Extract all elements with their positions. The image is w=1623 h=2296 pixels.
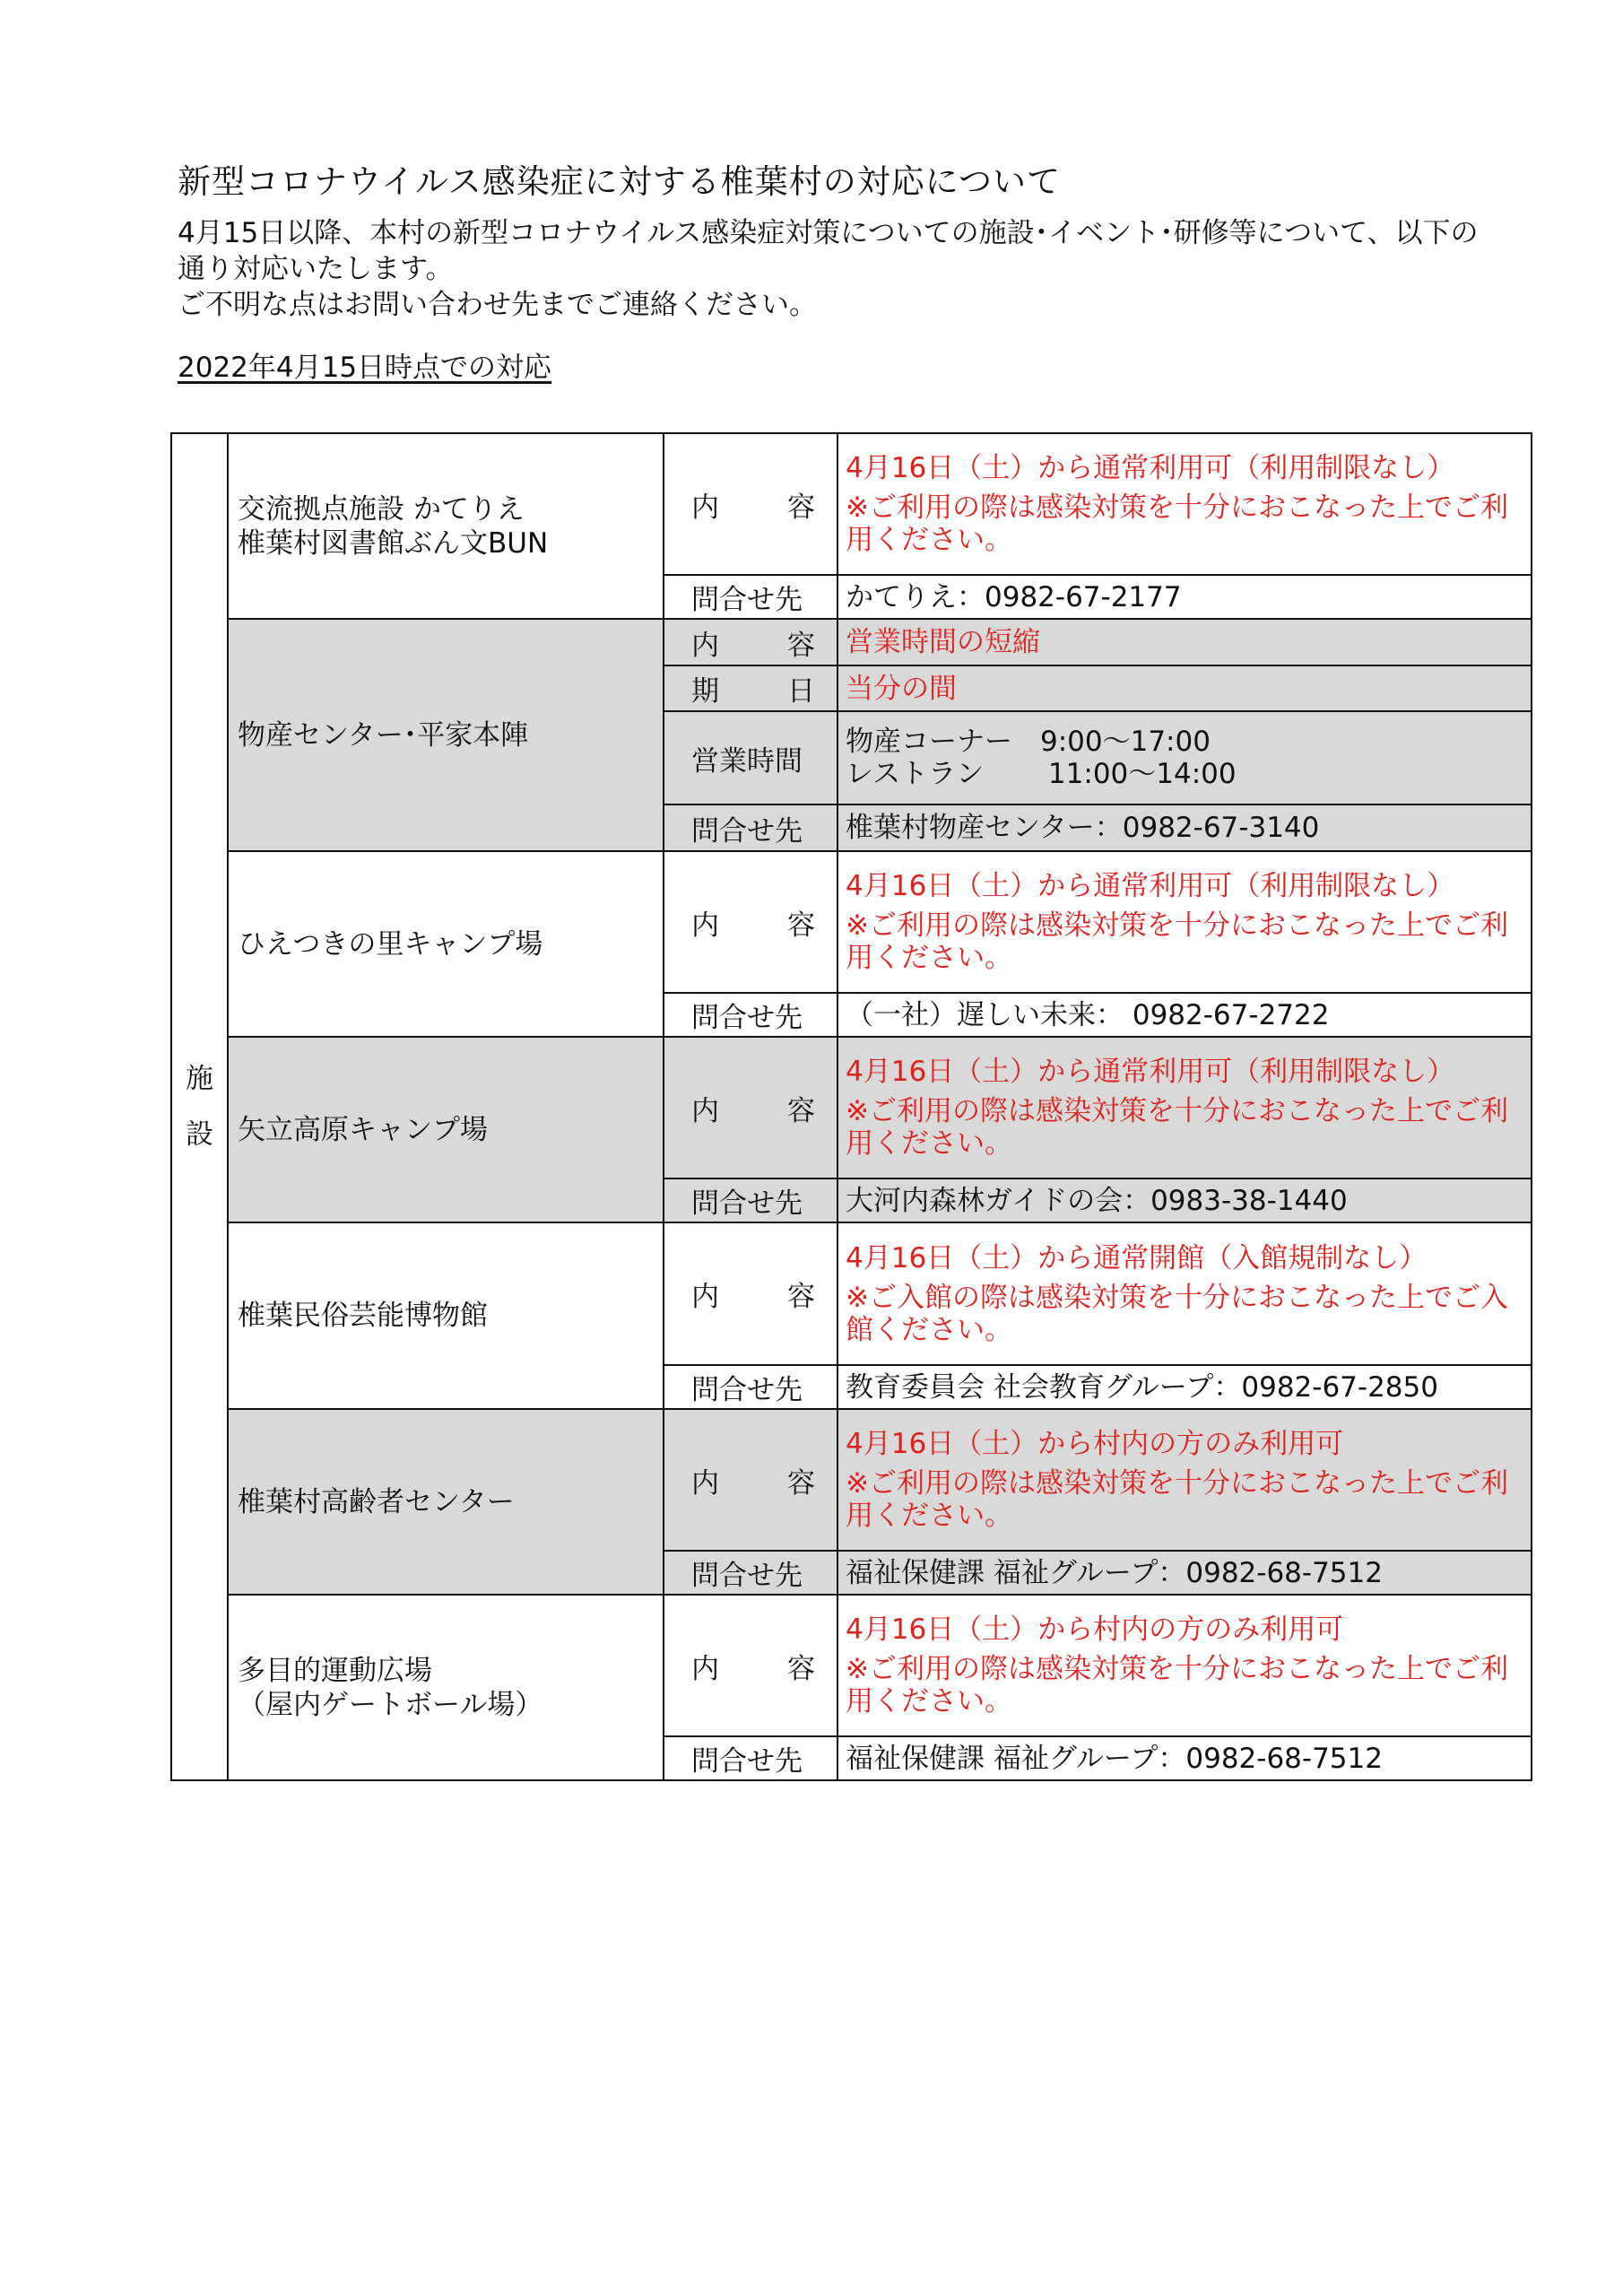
category-char: 設 [186, 1118, 213, 1151]
as-of-date: 2022年4月15日時点での対応 [178, 352, 552, 384]
content-text: 4月16日（土）から通常利用可（利用制限なし） [846, 452, 1455, 484]
notice-text: ※ご入館の際は感染対策を十分におこなった上でご入館ください。 [846, 1281, 1508, 1346]
facility-name: 物産センター･平家本陣 [228, 619, 664, 851]
label-content: 内 容 [691, 629, 815, 662]
facility-row [171, 619, 1532, 851]
label-contact: 問合せ先 [691, 584, 803, 616]
facility-row [171, 1595, 1532, 1780]
contact-text: 教育委員会 社会教育グループ：0982-67-2850 [846, 1370, 1438, 1404]
facility-name: 交流拠点施設 かてりえ 椎葉村図書館ぶん文BUN [228, 433, 664, 619]
content-text: 4月16日（土）から通常開館（入館規制なし） [846, 1241, 1428, 1274]
hours-text: 物産コーナー 9:00～17:00 レストラン 11:00～14:00 [846, 726, 1237, 790]
content-text: 4月16日（土）から通常利用可（利用制限なし） [846, 1056, 1455, 1088]
label-content: 内 容 [691, 909, 815, 942]
content-text: 営業時間の短縮 [846, 626, 1040, 658]
contact-text: 福祉保健課 福祉グループ：0982-68-7512 [846, 1742, 1383, 1775]
facility-row [171, 1409, 1532, 1595]
content-text: 4月16日（土）から通常利用可（利用制限なし） [846, 870, 1455, 902]
intro-line-2: 通り対応いたします。 [178, 253, 454, 285]
intro-line-3: ご不明な点はお問い合わせ先までご連絡ください。 [178, 289, 817, 321]
label-content: 内 容 [691, 491, 815, 524]
facility-name: 矢立高原キャンプ場 [228, 1037, 664, 1222]
content-text: 4月16日（土）から村内の方のみ利用可 [846, 1613, 1344, 1646]
label-contact: 問合せ先 [691, 1187, 803, 1220]
category-cell [171, 433, 228, 1780]
facility-row [171, 433, 1532, 619]
contact-text: 福祉保健課 福祉グループ：0982-68-7512 [846, 1556, 1383, 1589]
intro-line-1: 4月15日以降、本村の新型コロナウイルス感染症対策についての施設･イベント･研修等について、以下の [178, 217, 1479, 249]
label-contact: 問合せ先 [691, 1374, 803, 1406]
notice-text: ※ご利用の際は感染対策を十分におこなった上でご利用ください。 [846, 909, 1508, 974]
label-hours: 営業時間 [691, 744, 803, 778]
notice-text: ※ご利用の際は感染対策を十分におこなった上でご利用ください。 [846, 1095, 1508, 1160]
contact-text: 椎葉村物産センター：0982-67-3140 [846, 812, 1320, 844]
facility-row [171, 851, 1532, 1037]
label-content: 内 容 [691, 1094, 815, 1127]
contact-text: 大河内森林ガイドの会：0983-38-1440 [846, 1184, 1348, 1217]
notice-text: ※ご利用の際は感染対策を十分におこなった上でご利用ください。 [846, 1653, 1508, 1718]
label-contact: 問合せ先 [691, 1745, 803, 1778]
label-content: 内 容 [691, 1652, 815, 1685]
label-content: 内 容 [691, 1466, 815, 1500]
facility-name: 椎葉民俗芸能博物館 [228, 1222, 664, 1409]
facility-name: 多目的運動広場 （屋内ゲートボール場） [228, 1595, 664, 1780]
facility-row [171, 1222, 1532, 1409]
period-text: 当分の間 [846, 672, 957, 705]
facility-table [170, 432, 1532, 1781]
notice-text: ※ご利用の際は感染対策を十分におこなった上でご利用ください。 [846, 1467, 1508, 1532]
category-char: 施 [186, 1063, 213, 1095]
label-contact: 問合せ先 [691, 814, 803, 848]
label-content: 内 容 [691, 1281, 815, 1313]
content-text: 4月16日（土）から村内の方のみ利用可 [846, 1428, 1344, 1460]
intro-text [178, 215, 1541, 323]
label-period: 期 日 [691, 675, 815, 708]
notice-text: ※ご利用の際は感染対策を十分におこなった上でご利用ください。 [846, 491, 1508, 556]
contact-text: かてりえ：0982-67-2177 [846, 580, 1182, 613]
facility-row [171, 1037, 1532, 1222]
facility-name: 椎葉村高齢者センター [228, 1409, 664, 1595]
facility-name: ひえつきの里キャンプ場 [228, 851, 664, 1037]
label-contact: 問合せ先 [691, 1002, 803, 1034]
contact-text: （一社）遅しい未来： 0982-67-2722 [846, 998, 1330, 1031]
page-title: 新型コロナウイルス感染症に対する椎葉村の対応について [178, 162, 1062, 201]
label-contact: 問合せ先 [691, 1560, 803, 1592]
